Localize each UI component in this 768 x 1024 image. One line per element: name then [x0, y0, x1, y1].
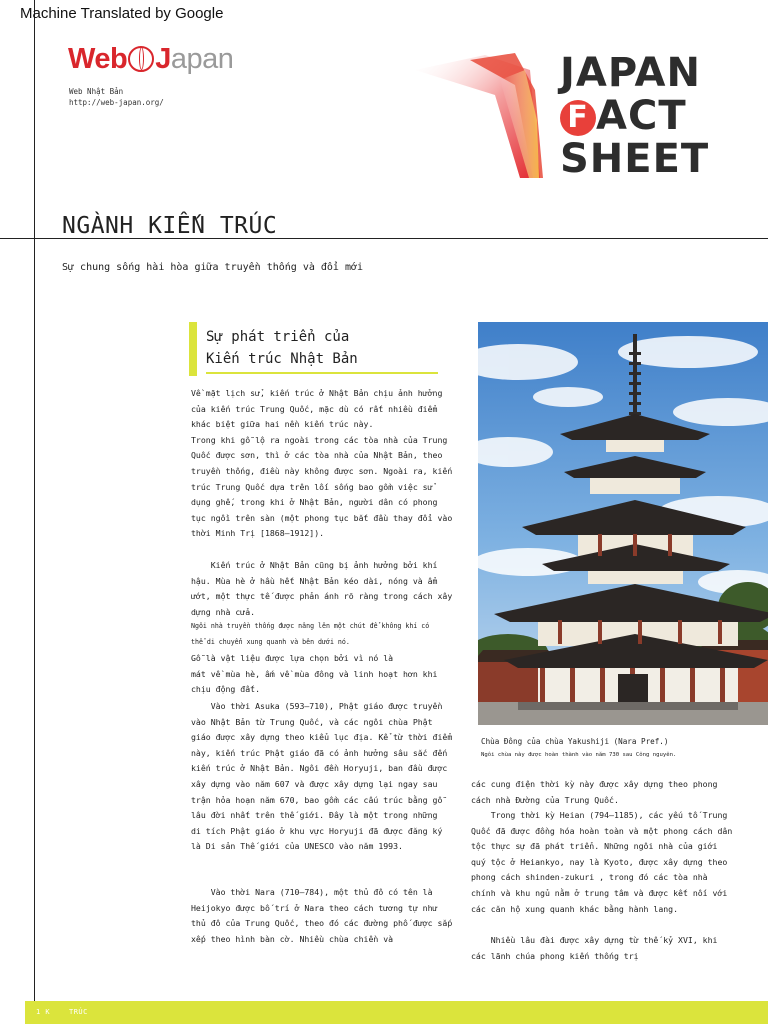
pagoda-photo — [478, 322, 768, 725]
section-accent-bar — [189, 322, 197, 376]
text-line: thời Minh Trị [1868–1912]). — [191, 528, 325, 539]
text-line: Ngôi nhà truyền thống được nâng lên một chút để không khí có — [191, 622, 430, 630]
footer-bar — [25, 1001, 768, 1024]
pagoda-illustration — [478, 322, 768, 725]
footer-page-label: 1 K TRÚC — [36, 1008, 88, 1016]
text-line: Trong khi gỗ lộ ra ngoài trong các tòa nhà của Trung — [191, 434, 448, 445]
text-line: xây dựng vào năm 607 và được xây dựng lại ngay sau — [191, 778, 438, 789]
text-line: di tích Phật giáo ở khu vực Horyuji đã được đăng ký — [191, 825, 443, 836]
source-url[interactable]: http://web-japan.org/ — [69, 98, 164, 107]
text-line: giáo được xây dựng theo kiểu lục địa. Kể từ thời điểm — [191, 732, 453, 743]
text-line: ướt, một thực tế được phản ánh rõ ràng trong cách xây — [191, 591, 453, 602]
source-label — [69, 86, 164, 108]
web-japan-logo[interactable]: Web Japan — [68, 43, 234, 75]
text-line: chịu động đất. — [191, 684, 261, 695]
text-line: quý tộc ở Heiankyo, nay là Kyoto, được xây dựng theo — [471, 856, 728, 867]
text-line: hậu. Mùa hè ở hầu hết Nhật Bản kéo dài, nóng và ẩm — [191, 575, 438, 586]
right-paragraph-3 — [471, 933, 761, 964]
machine-translated-banner: Machine Translated by Google — [20, 5, 224, 22]
fact-sheet-line1: JAPAN — [560, 50, 701, 96]
text-line: Trong thời kỳ Heian (794–1185), các yếu tố Trung — [471, 810, 728, 820]
text-line: Gỗ là vật liệu được lựa chọn bởi vì nó là — [191, 653, 394, 663]
text-line: tộc thực sự đã phát triển. Những ngôi nhà của giới — [471, 841, 718, 852]
fact-sheet-ribbon-graphic — [415, 50, 550, 185]
text-line: xếp theo hình bàn cờ. Nhiều chùa chiền và — [191, 933, 394, 944]
text-line: khác biệt giữa hai nền kiến trúc này. — [191, 419, 374, 430]
page-subtitle: Sự chung sống hài hòa giữa truyền thống và đổi mới — [62, 262, 364, 273]
left-paragraph-3 — [191, 699, 461, 855]
fact-sheet-line3: SHEET — [560, 136, 710, 182]
left-paragraph-2-end — [191, 651, 461, 698]
page-title: NGÀNH KIẾN TRÚC — [62, 213, 278, 239]
photo-caption: Chùa Đông của chùa Yakushiji (Nara Pref.) — [481, 737, 669, 746]
section-underline — [206, 372, 438, 374]
text-line: là Di sản Thế giới của UNESCO vào năm 1993. — [191, 841, 403, 852]
text-line: Nhiều lâu đài được xây dựng từ thế kỷ XVI, khi — [471, 935, 718, 945]
japan-fact-sheet-logo — [560, 52, 709, 181]
left-paragraph-2-note — [191, 619, 461, 650]
text-line: cách nhà Đường của Trung Quốc. — [471, 794, 619, 805]
text-line: Về mặt lịch sử, kiến trúc ở Nhật Bản chịu ảnh hưởng — [191, 388, 443, 398]
text-line: này, kiến trúc Phật giáo đã có ảnh hưởng sâu sắc đến — [191, 747, 448, 758]
text-line: thủ đô của Trung Quốc, theo đó các đường phố được sắp — [191, 918, 453, 929]
left-paragraph-1 — [191, 386, 461, 542]
text-line: của kiến trúc Trung Quốc, mặc dù có rất nhiều điểm — [191, 403, 438, 414]
text-line: dụng ghế, trong khi ở Nhật Bản, người dân có phong — [191, 497, 438, 508]
text-line: các cung điện thời kỳ này được xây dựng theo phong — [471, 779, 718, 789]
text-line: phong cách shinden-zukuri , trong đó các tòa nhà — [471, 872, 708, 883]
text-line: dựng nhà cửa. — [191, 606, 256, 617]
text-line: vào Nhật Bản từ Trung Quốc, và các ngôi chùa Phật — [191, 716, 433, 727]
right-paragraph-2 — [471, 808, 761, 917]
text-line: các lãnh chúa phong kiến thống trị — [471, 950, 639, 961]
text-line: Heijokyo được bố trí ở Nara theo cách tương tự như — [191, 902, 438, 913]
left-paragraph-4 — [191, 885, 461, 947]
text-line: Kiến trúc ở Nhật Bản cũng bị ảnh hưởng bởi khí — [191, 560, 438, 570]
text-line: truyền thống, điều này không được sơn. Ngoài ra, kiến — [191, 465, 453, 476]
text-line: Quốc đã được đồng hóa hoàn toàn và một phong cách dân — [471, 825, 733, 836]
text-line: Vào thời Asuka (593–710), Phật giáo được truyền — [191, 701, 443, 711]
text-line: kiến trúc ở Nhật Bản. Ngôi đền Horyuji, ban đầu được — [191, 763, 448, 774]
source-name: Web Nhật Bản — [69, 87, 124, 96]
text-line: trúc Trung Quốc dựa trên lối sống bao gồm việc sử — [191, 481, 433, 492]
section-heading: Sự phát triển của Kiến trúc Nhật Bản — [206, 329, 358, 367]
guide-line-vertical — [34, 0, 35, 1024]
text-line: lâu đời nhất trên thế giới. Đây là một trong những — [191, 810, 438, 821]
fact-f-circle: F — [560, 100, 596, 136]
photo-caption-sub: Ngôi chùa này được hoàn thành vào năm 730 sau Công nguyên. — [481, 752, 677, 758]
right-paragraph-1 — [471, 777, 761, 808]
text-line: Vào thời Nara (710–784), một thủ đô có tên là — [191, 887, 433, 897]
text-line: các căn hộ xung quanh khác bằng hành lang. — [471, 903, 679, 914]
text-line: thể di chuyển xung quanh và bên dưới nó. — [191, 637, 350, 646]
fact-sheet-line2: F ACT — [560, 95, 709, 138]
globe-icon — [128, 46, 154, 72]
text-line: trận hỏa hoạn năm 670, bao gồm các cấu trúc bằng gỗ — [191, 794, 443, 805]
left-paragraph-2 — [191, 558, 461, 620]
text-line: Quốc được sơn, thì ở các tòa nhà của Nhật Bản, theo — [191, 450, 443, 461]
text-line: chính và khu ngủ nằm ở trung tâm và được kết nối với — [471, 887, 728, 898]
text-line: mát về mùa hè, ấm về mùa đông và linh hoạt hơn khi — [191, 668, 438, 679]
text-line: tục ngồi trên sàn (một phong tục bắt đầu thay đổi vào — [191, 512, 453, 523]
